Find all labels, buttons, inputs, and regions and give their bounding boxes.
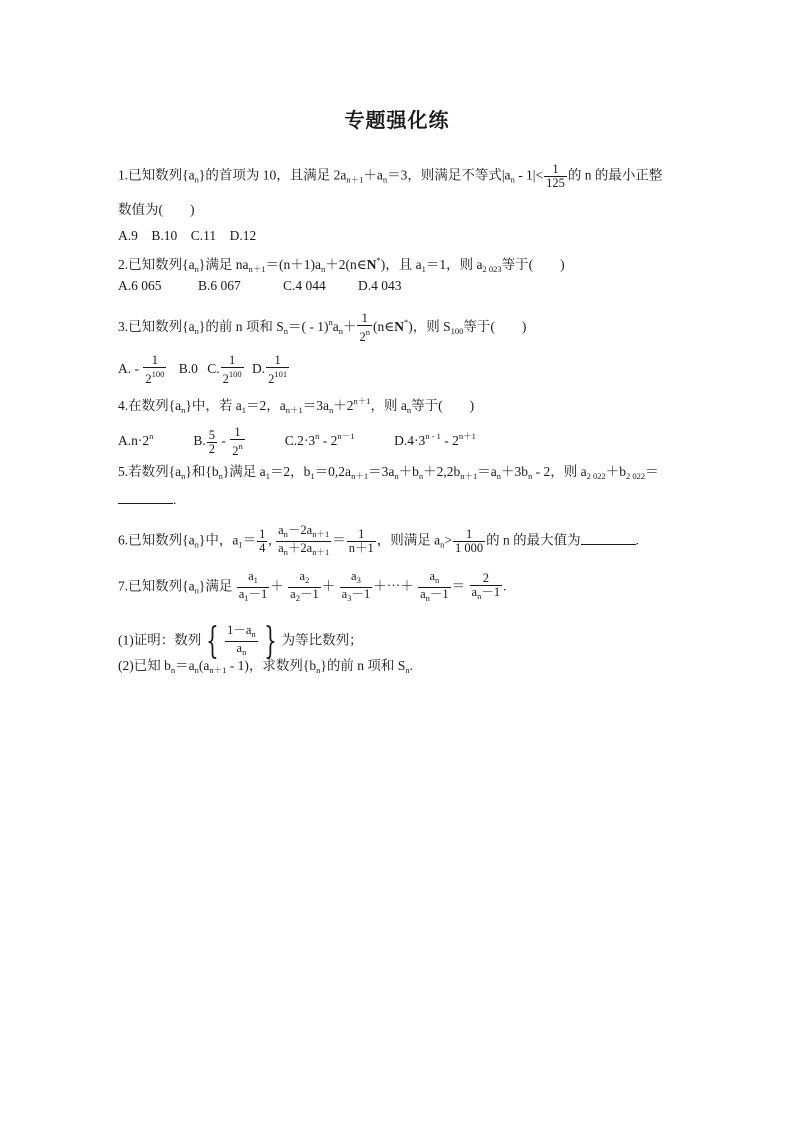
text: ‐ 1|< (514, 167, 544, 183)
text: a (248, 569, 254, 583)
text: ＋3b (500, 464, 528, 479)
question-1-line-2: 数值为( ) (118, 202, 195, 217)
subscript: n (283, 547, 288, 557)
text: a (278, 541, 284, 555)
text: ＋2a (287, 541, 313, 555)
subscript: n (394, 471, 399, 481)
text: C.2·3 (284, 433, 316, 449)
numerator: 2 (470, 572, 503, 586)
denominator (357, 326, 372, 344)
subscript: n (242, 647, 247, 657)
text: }的前 n 项和 S (198, 319, 284, 335)
denominator (143, 368, 166, 386)
left-brace: { (206, 620, 220, 662)
subscript: n (194, 665, 199, 675)
numerator (276, 524, 331, 542)
numerator: 5 (208, 427, 216, 442)
question-6-stem (118, 524, 639, 559)
numerator (340, 570, 373, 588)
text: ＋ (342, 319, 357, 335)
numerator (237, 570, 270, 588)
subscript: n (406, 405, 412, 415)
text: 1.已知数列{a (118, 167, 195, 183)
subscript: n (477, 591, 482, 601)
text: B. (193, 433, 206, 449)
subscript: n (496, 471, 501, 481)
denominator (221, 368, 244, 386)
text: 等于( ) (463, 319, 527, 335)
question-1-options: A.9 B.10 C.11 D.12 (118, 228, 257, 243)
denominator: 125 (546, 176, 565, 190)
text: a (236, 641, 243, 655)
text: }中，a (198, 532, 239, 548)
numerator: 1 (230, 426, 245, 440)
subscript: n (440, 539, 445, 550)
fraction (276, 524, 331, 559)
question-1-line-1 (118, 163, 662, 190)
fraction (225, 624, 258, 659)
text: ‐ 1)，求数列{b (226, 658, 317, 673)
numerator: 1 (143, 354, 166, 368)
subscript: n (527, 471, 533, 481)
superscript: 100 (151, 369, 165, 379)
subscript: 2 023 (482, 264, 502, 274)
question-3-options (118, 354, 290, 386)
text: 6.已知数列{a (118, 532, 195, 548)
subscript: n＋1 (346, 174, 364, 185)
option-a: A.6 065 (118, 278, 162, 293)
subscript: n (283, 529, 288, 539)
text: ＝ (242, 532, 257, 548)
fraction (237, 570, 270, 605)
denominator (288, 588, 321, 605)
fraction (470, 572, 503, 603)
text: a (332, 319, 339, 335)
option-d: D.4 043 (358, 278, 402, 293)
text: ＝3a (368, 464, 395, 479)
denominator (470, 586, 503, 603)
text: －1 (248, 587, 268, 601)
numerator (418, 570, 451, 588)
text: 2 (145, 372, 152, 386)
subscript: 1 (238, 539, 243, 550)
question-4-options (118, 426, 476, 458)
subscript: n (170, 665, 176, 675)
text: > (444, 532, 452, 548)
question-2-stem (118, 252, 565, 277)
text: (n∈ (372, 319, 395, 335)
text: a (351, 569, 357, 583)
question-7-stem (118, 570, 506, 605)
text: ＋2(n∈ (325, 257, 367, 272)
option-a-label: A. ‐ (118, 361, 143, 377)
subscript: n＋1 (209, 665, 227, 675)
text: ＝3，则满足不等式|a (387, 167, 511, 183)
fraction (207, 429, 217, 456)
superscript: n＋1 (353, 396, 371, 406)
superscript: n ‐ 1 (425, 431, 441, 442)
superscript: n (328, 317, 333, 328)
subscript: n (218, 471, 223, 481)
subscript: n＋1 (248, 264, 266, 274)
subscript: n (194, 326, 199, 337)
text: a (290, 587, 296, 601)
subscript: 1 (265, 471, 270, 481)
text: D.4·3 (394, 433, 426, 449)
question-4-stem (118, 393, 474, 418)
superscript: 100 (228, 369, 242, 379)
superscript: n (315, 431, 320, 442)
text: －1 (351, 587, 371, 601)
denominator (276, 542, 331, 559)
text: N (394, 319, 404, 335)
text: ‐ 2 (319, 433, 338, 449)
text: ＝(n＋1)a (265, 257, 321, 272)
text: 1－a (227, 623, 252, 637)
option-a (118, 428, 190, 449)
text: ＋ (321, 578, 336, 594)
fraction (357, 312, 372, 344)
text: ‐ 2，则 a (532, 464, 587, 479)
subscript: n (194, 539, 199, 550)
fraction (221, 354, 244, 386)
subscript: n (194, 585, 199, 596)
text: ＝0,2a (314, 464, 352, 479)
superscript: * (403, 317, 409, 328)
subscript: 1 (310, 471, 315, 481)
text: ＋ (270, 578, 284, 594)
option-d (394, 433, 476, 448)
text: . (173, 492, 177, 507)
subscript: n (316, 665, 321, 675)
numerator: 1 (453, 528, 485, 542)
text: ＝ (332, 532, 346, 548)
denominator (340, 588, 373, 605)
fraction (257, 528, 267, 555)
text: ＝2，b (269, 464, 311, 479)
text: ＋⋯＋ (373, 578, 414, 594)
subscript: n＋1 (351, 471, 369, 481)
answer-blank[interactable] (581, 532, 636, 545)
text: 的 n 的最大值为 (486, 532, 581, 548)
option-c: C.4 044 (283, 278, 326, 293)
answer-blank[interactable] (118, 491, 173, 504)
numerator: 1 (221, 354, 244, 368)
question-2-options (118, 278, 402, 294)
question-7-part-2 (118, 658, 413, 678)
text: ＝3a (302, 398, 329, 413)
fraction (418, 570, 451, 605)
text: ＝( ‐ 1) (287, 319, 329, 335)
subscript: n＋1 (460, 471, 478, 481)
text: 2.已知数列{a (118, 257, 195, 272)
text: a (299, 569, 306, 583)
subscript: n (181, 471, 186, 481)
text: a (471, 585, 478, 599)
fraction (347, 528, 376, 555)
question-3-stem (118, 312, 526, 344)
text: a (429, 569, 436, 583)
text: ＝ (645, 464, 659, 479)
superscript: n＋1 (458, 431, 476, 442)
text: ＋2,2b (423, 464, 461, 479)
text: 等于( ) (411, 398, 475, 413)
text: . (503, 578, 507, 594)
text: 7.已知数列{a (118, 578, 195, 594)
numerator (225, 624, 258, 642)
subscript: 1 (244, 593, 249, 603)
fraction (453, 528, 485, 555)
text: ＋b (605, 464, 626, 479)
subscript: n (510, 174, 515, 185)
fraction (143, 354, 166, 386)
text: }中，若 a (185, 398, 242, 413)
question-7-part-1 (118, 620, 363, 662)
text: 等于( ) (501, 257, 565, 272)
text: ‐ 2 (440, 433, 459, 449)
fraction (288, 570, 321, 605)
subscript: n (328, 405, 334, 415)
denominator (266, 368, 289, 386)
superscript: n (238, 441, 243, 451)
text: －2a (287, 523, 313, 537)
subscript: 1 (241, 405, 246, 415)
numerator: 1 (347, 528, 376, 542)
text: }满足 (198, 578, 233, 594)
fraction (230, 426, 245, 458)
text: 3.已知数列{a (118, 319, 195, 335)
page-title: 专题强化练 (344, 108, 450, 132)
text: , (268, 532, 272, 548)
text: 2 (359, 330, 366, 344)
text: }的首项为 10，且满足 2a (198, 167, 347, 183)
option-d-label: D. (252, 361, 266, 377)
subscript: 3 (347, 593, 352, 603)
text: ‐ (218, 433, 230, 449)
denominator (225, 642, 258, 659)
text: －1 (481, 585, 501, 599)
subscript: n (320, 264, 326, 274)
text: ，则满足 a (376, 532, 441, 548)
text: 5.若数列{a (118, 464, 182, 479)
denominator (418, 588, 451, 605)
text: a (278, 523, 284, 537)
text: ＝a (175, 658, 195, 673)
subscript: n (251, 629, 256, 639)
subscript: n (338, 326, 343, 337)
subscript: 1 (253, 575, 258, 585)
fraction (544, 163, 567, 190)
text: (1)证明：数列 (118, 632, 202, 648)
text: }和{b (185, 464, 219, 479)
subscript: 3 (356, 575, 361, 585)
subscript: 100 (450, 326, 464, 337)
subscript: n＋1 (312, 547, 330, 557)
numerator: 1 (259, 527, 266, 541)
superscript: * (376, 255, 381, 265)
option-c-label: C. (207, 361, 220, 377)
text: a (238, 587, 245, 601)
text: ＝2，a (245, 398, 286, 413)
numerator: 1 (544, 163, 567, 177)
text: (a (198, 658, 210, 673)
subscript: 2 022 (586, 471, 606, 481)
superscript: n (149, 431, 154, 442)
text: . (635, 532, 639, 548)
subscript: n (418, 471, 424, 481)
text: ＋2 (333, 398, 354, 413)
text: 2 (222, 372, 229, 386)
subscript: n (405, 665, 410, 675)
question-5-answer-line (118, 491, 176, 508)
denominator: 2 (208, 441, 216, 456)
numerator (288, 570, 321, 588)
denominator: n＋1 (348, 541, 374, 555)
text: ＋a (363, 167, 383, 183)
text: ，则 a (370, 398, 407, 413)
text: a (420, 587, 426, 601)
right-brace: } (263, 620, 277, 662)
subscript: 1 (421, 264, 426, 274)
fraction (266, 354, 289, 386)
subscript: 2 022 (625, 471, 646, 481)
text: }的前 n 项和 S (320, 658, 406, 673)
text: }满足 na (198, 257, 249, 272)
option-b: B.6 067 (198, 278, 241, 293)
option-b: B.0 (178, 361, 198, 377)
text: ＝1，则 a (425, 257, 483, 272)
text: ＋b (398, 464, 419, 479)
subscript: n (194, 174, 199, 185)
text: －1 (299, 587, 319, 601)
text: 为等比数列； (281, 632, 363, 648)
subscript: n (382, 174, 388, 185)
text: ＝a (477, 464, 497, 479)
superscript: 101 (274, 369, 288, 379)
subscript: n (435, 575, 440, 585)
numerator: 1 (357, 312, 372, 326)
question-5-stem (118, 464, 659, 484)
subscript: n＋1 (312, 529, 330, 539)
text: )，则 S (408, 319, 451, 335)
fraction (340, 570, 373, 605)
text: )，且 a (380, 257, 422, 272)
superscript: n (365, 327, 370, 337)
text: 2 (268, 372, 275, 386)
subscript: n (283, 326, 288, 337)
option-b (193, 426, 281, 458)
subscript: n (425, 593, 430, 603)
subscript: n (194, 264, 199, 274)
denominator (237, 588, 270, 605)
numerator: 1 (266, 354, 289, 368)
subscript: 2 (305, 575, 310, 585)
denominator: 1 000 (455, 541, 484, 555)
denominator: 4 (259, 541, 266, 555)
text: －1 (429, 587, 449, 601)
text: 4.在数列{a (118, 398, 182, 413)
text: 2 (232, 444, 239, 458)
text: ＝ (451, 578, 466, 594)
subscript: 2 (295, 593, 300, 603)
text: (2)已知 b (118, 658, 171, 673)
subscript: n＋1 (285, 405, 303, 415)
text: . (409, 658, 413, 673)
text: 的 n 的最小正整 (567, 167, 663, 183)
option-c (285, 428, 391, 449)
superscript: n－1 (337, 431, 355, 442)
text: A.n·2 (118, 433, 150, 449)
text: }满足 a (222, 464, 266, 479)
sequence-braces (201, 620, 281, 662)
text: a (341, 587, 348, 601)
denominator (230, 440, 245, 458)
subscript: n (181, 405, 186, 415)
text: N (366, 257, 377, 272)
